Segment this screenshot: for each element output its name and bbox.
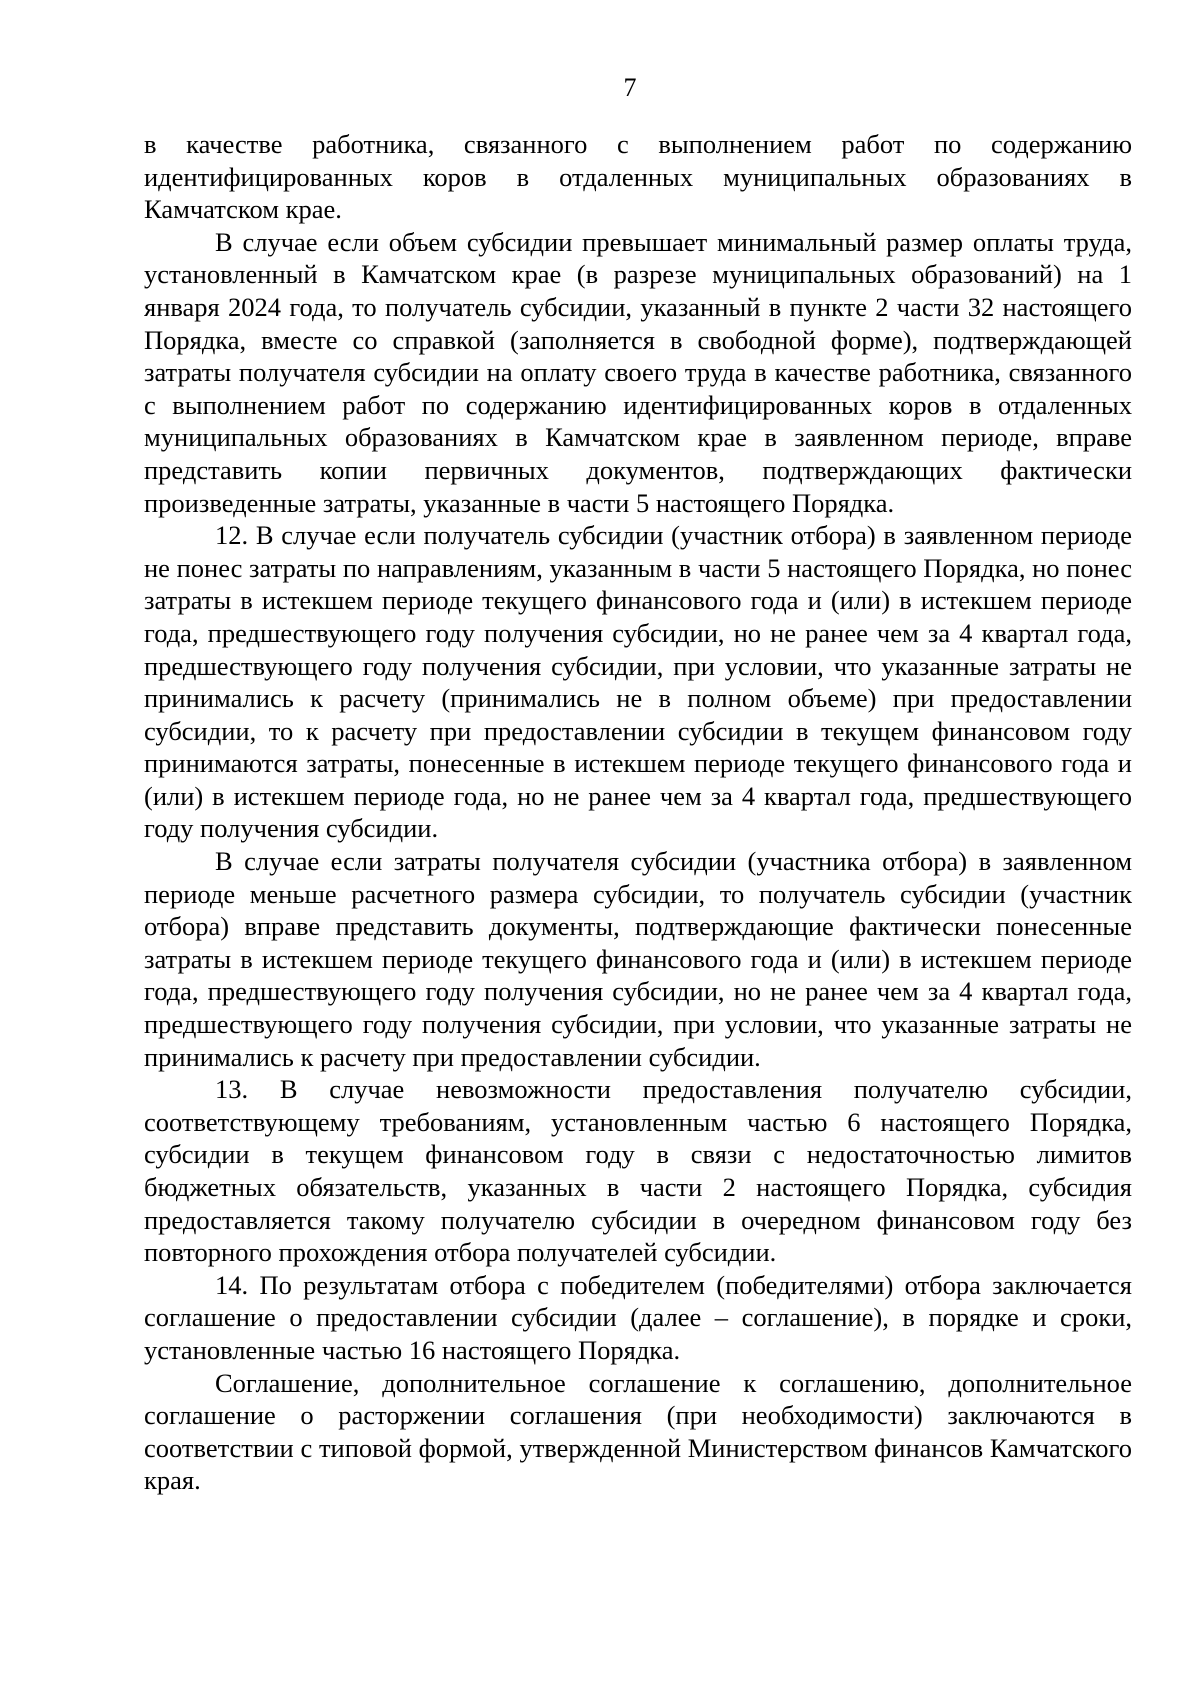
paragraph-continuation: в качестве работника, связанного с выполнением работ по содержанию идентифицированных коров в отдаленных муниципальных образованиях в Камчатском крае. bbox=[144, 129, 1132, 225]
paragraph-clause-14: 14. По результатам отбора с победителем (победителями) отбора заключается соглашение о предоставлении субсидии (далее – соглашение), в порядке и сроки, установленные частью 16 настоящего Порядка. bbox=[144, 1269, 1132, 1365]
paragraph-costs-lower: В случае если затраты получателя субсидии (участника отбора) в заявленном периоде меньше расчетного размера субсидии, то получатель субсидии (участник отбора) вправе представить документы, подтверждающие фактически понесенные затраты в истекшем периоде текущего финансового года и (или) в истекшем периоде года, предшествующего году получения субсидии, но не ранее чем за 4 квартал года, предшествующего году получения субсидии, при условии, что указанные затраты не принимались к расчету при предоставлении субсидии. bbox=[144, 846, 1132, 1072]
page-number: 7 bbox=[623, 73, 637, 102]
paragraph-agreement-form: Соглашение, дополнительное соглашение к соглашению, дополнительное соглашение о расторжении соглашения (при необходимости) заключаются в соответствии с типовой формой, утвержденной Министерством финансов Камчатского края. bbox=[144, 1367, 1132, 1496]
paragraph-subsidy-volume: В случае если объем субсидии превышает минимальный размер оплаты труда, установленный в Камчатском крае (в разрезе муниципальных образований) на 1 января 2024 года, то получатель субсидии, указанный в пункте 2 части 32 настоящего Порядка, вместе со справкой (заполняется в свободной форме), подтверждающей затраты получателя субсидии на оплату своего труда в качестве работника, связанного с выполнением работ по содержанию идентифицированных коров в отдаленных муниципальных образованиях в Камчатском крае в заявленном периоде, вправе представить копии первичных документов, подтверждающих фактически произведенные затраты, указанные в части 5 настоящего Порядка. bbox=[144, 226, 1132, 518]
paragraph-clause-12: 12. В случае если получатель субсидии (участник отбора) в заявленном периоде не понес затраты по направлениям, указанным в части 5 настоящего Порядка, но понес затраты в истекшем периоде текущего финансового года и (или) в истекшем периоде года, предшествующего году получения субсидии, но не ранее чем за 4 квартал года, предшествующего году получения субсидии, при условии, что указанные затраты не принимались к расчету (принимались не в полном объеме) при предоставлении субсидии, то к расчету при предоставлении субсидии в текущем финансовом году принимаются затраты, понесенные в истекшем периоде текущего финансового года и (или) в истекшем периоде года, но не ранее чем за 4 квартал года, предшествующего году получения субсидии. bbox=[144, 520, 1132, 844]
document-body bbox=[144, 128, 1132, 1497]
paragraph-clause-13: 13. В случае невозможности предоставления получателю субсидии, соответствующему требованиям, установленным частью 6 настоящего Порядка, субсидии в текущем финансовом году в связи с недостаточностью лимитов бюджетных обязательств, указанных в части 2 настоящего Порядка, субсидия предоставляется такому получателю субсидии в очередном финансовом году без повторного прохождения отбора получателей субсидии. bbox=[144, 1074, 1132, 1268]
